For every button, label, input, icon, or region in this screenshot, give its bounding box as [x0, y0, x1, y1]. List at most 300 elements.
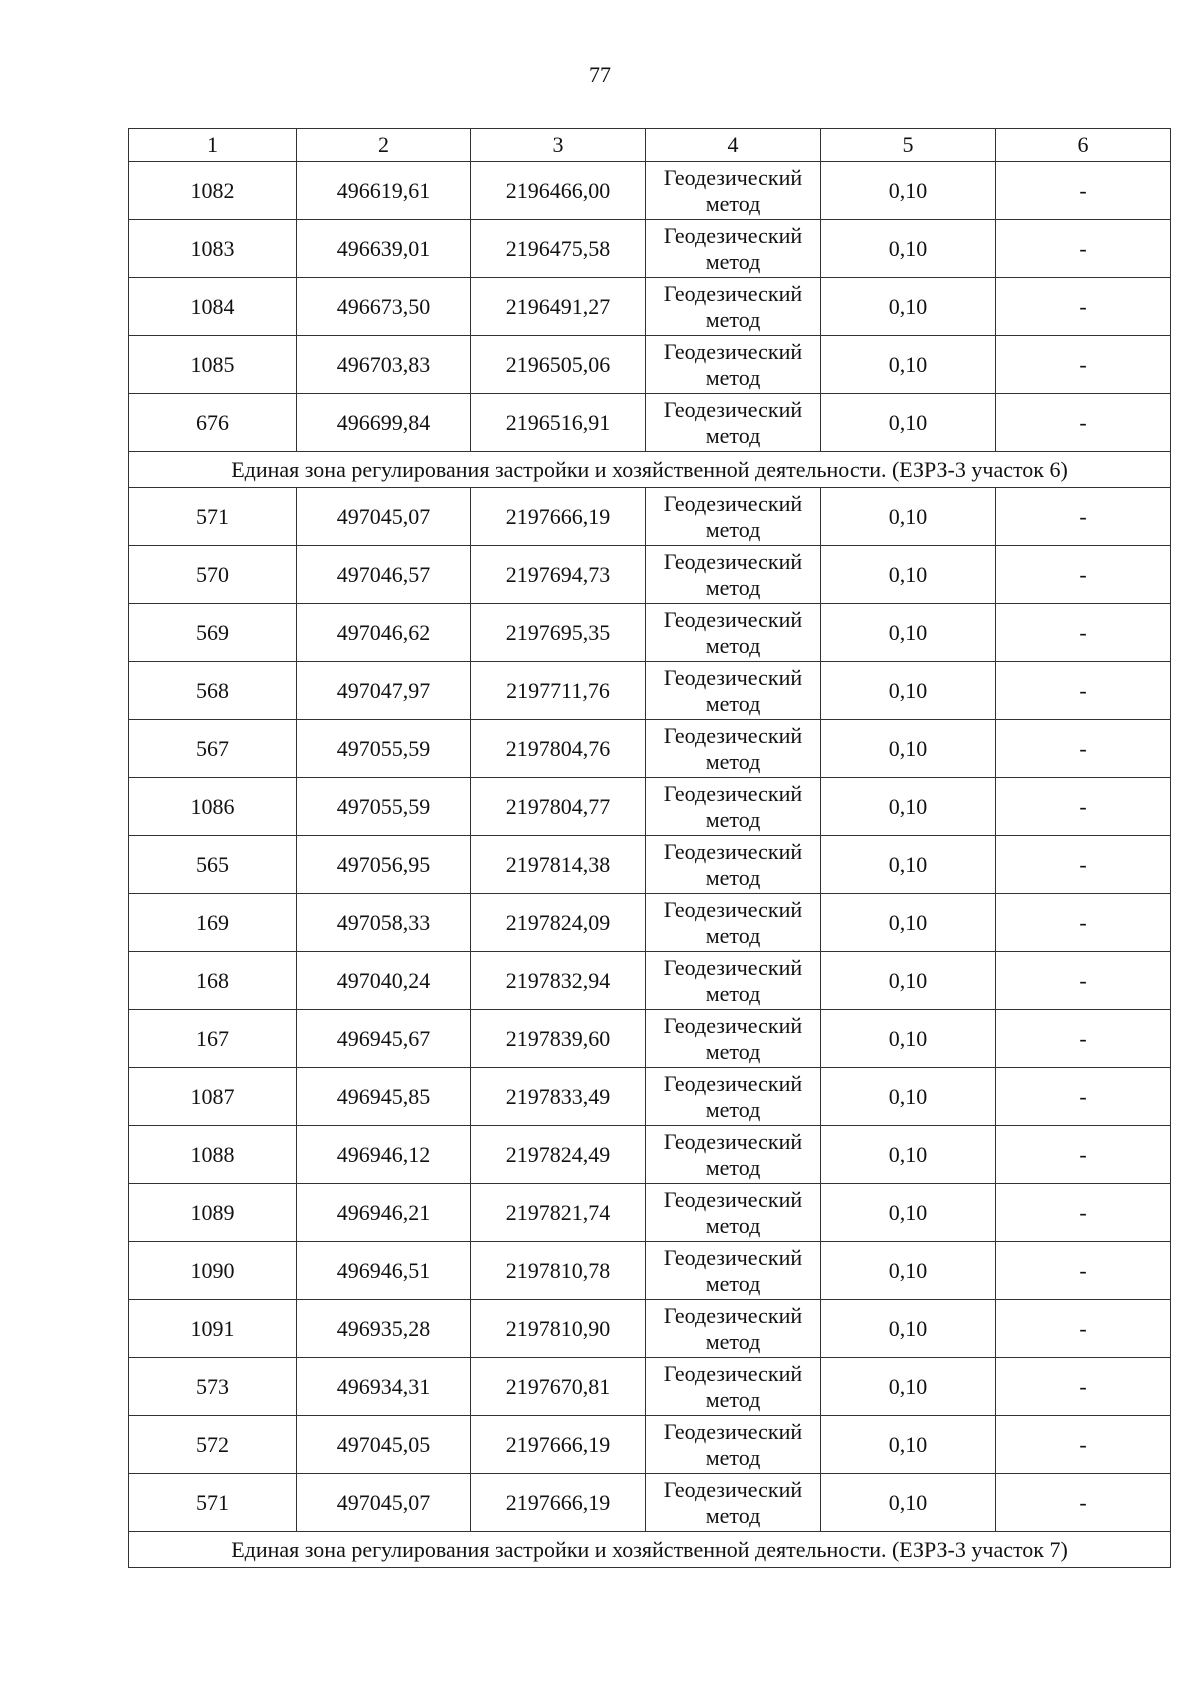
- note-cell: [996, 1416, 1171, 1474]
- point-number-cell-text: 1089: [190, 1199, 235, 1225]
- note-cell-text: -: [1079, 1025, 1087, 1051]
- x-coordinate-cell: [297, 1358, 471, 1416]
- note-cell: [996, 1010, 1171, 1068]
- note-cell-text: -: [1079, 735, 1087, 761]
- accuracy-cell: [821, 336, 996, 394]
- accuracy-cell: [821, 720, 996, 778]
- point-number-cell-text: 568: [196, 677, 229, 703]
- y-coordinate-cell-text: 2197695,35: [505, 619, 611, 645]
- method-cell-text: Геодезический метод: [663, 280, 803, 332]
- point-number-cell-text: 1082: [190, 177, 235, 203]
- accuracy-cell: [821, 546, 996, 604]
- method-cell-text: Геодезический метод: [663, 1418, 803, 1470]
- note-cell: [996, 1184, 1171, 1242]
- point-number-cell-text: 571: [196, 1489, 229, 1515]
- method-cell-text: Геодезический метод: [663, 1012, 803, 1064]
- table-row: [129, 720, 1171, 778]
- method-cell: [646, 1474, 821, 1532]
- note-cell: [996, 604, 1171, 662]
- y-coordinate-cell-text: 2197810,90: [505, 1315, 611, 1341]
- table-row: [129, 336, 1171, 394]
- accuracy-cell: [821, 1300, 996, 1358]
- note-cell: [996, 894, 1171, 952]
- y-coordinate-cell: [471, 1300, 646, 1358]
- x-coordinate-cell-text: 497045,05: [336, 1431, 431, 1457]
- method-cell: [646, 1068, 821, 1126]
- y-coordinate-cell: [471, 1068, 646, 1126]
- accuracy-cell-text: 0,10: [888, 409, 928, 435]
- y-coordinate-cell: [471, 836, 646, 894]
- accuracy-cell: [821, 1184, 996, 1242]
- method-cell: [646, 546, 821, 604]
- y-coordinate-cell: [471, 220, 646, 278]
- accuracy-cell: [821, 894, 996, 952]
- x-coordinate-cell-text: 497046,62: [336, 619, 431, 645]
- y-coordinate-cell-text: 2197804,76: [505, 735, 611, 761]
- y-coordinate-cell-text: 2197804,77: [505, 793, 611, 819]
- header-row: [129, 129, 1171, 162]
- header-cell: 1: [129, 129, 297, 162]
- method-cell-text: Геодезический метод: [663, 780, 803, 832]
- y-coordinate-cell: [471, 488, 646, 546]
- x-coordinate-cell: [297, 1300, 471, 1358]
- y-coordinate-cell: [471, 662, 646, 720]
- header-cell: 3: [471, 129, 646, 162]
- x-coordinate-cell: [297, 778, 471, 836]
- method-cell-text: Геодезический метод: [663, 722, 803, 774]
- method-cell-text: Геодезический метод: [663, 838, 803, 890]
- accuracy-cell: [821, 1126, 996, 1184]
- accuracy-cell: [821, 604, 996, 662]
- accuracy-cell-text: 0,10: [888, 851, 928, 877]
- x-coordinate-cell: [297, 1242, 471, 1300]
- point-number-cell: [129, 1068, 297, 1126]
- accuracy-cell: [821, 662, 996, 720]
- table-row: [129, 1184, 1171, 1242]
- accuracy-cell-text: 0,10: [888, 503, 928, 529]
- y-coordinate-cell: [471, 162, 646, 220]
- method-cell: [646, 778, 821, 836]
- note-cell-text: -: [1079, 293, 1087, 319]
- accuracy-cell-text: 0,10: [888, 1257, 928, 1283]
- note-cell: [996, 220, 1171, 278]
- accuracy-cell: [821, 1358, 996, 1416]
- note-cell: [996, 162, 1171, 220]
- method-cell-text: Геодезический метод: [663, 338, 803, 390]
- point-number-cell: [129, 162, 297, 220]
- point-number-cell-text: 1084: [190, 293, 235, 319]
- note-cell-text: -: [1079, 909, 1087, 935]
- method-cell-text: Геодезический метод: [663, 164, 803, 216]
- note-cell-text: -: [1079, 1489, 1087, 1515]
- x-coordinate-cell: [297, 488, 471, 546]
- table-row: [129, 1358, 1171, 1416]
- x-coordinate-cell-text: 497055,59: [336, 793, 431, 819]
- y-coordinate-cell: [471, 1126, 646, 1184]
- y-coordinate-cell-text: 2197670,81: [505, 1373, 611, 1399]
- y-coordinate-cell: [471, 278, 646, 336]
- method-cell-text: Геодезический метод: [663, 664, 803, 716]
- y-coordinate-cell: [471, 604, 646, 662]
- y-coordinate-cell-text: 2196516,91: [505, 409, 611, 435]
- note-cell-text: -: [1079, 235, 1087, 261]
- x-coordinate-cell-text: 496699,84: [336, 409, 431, 435]
- point-number-cell-text: 572: [196, 1431, 229, 1457]
- method-cell: [646, 488, 821, 546]
- y-coordinate-cell-text: 2197824,09: [505, 909, 611, 935]
- note-cell-text: -: [1079, 1141, 1087, 1167]
- method-cell: [646, 1300, 821, 1358]
- table-row: [129, 1126, 1171, 1184]
- x-coordinate-cell-text: 496946,12: [336, 1141, 431, 1167]
- accuracy-cell-text: 0,10: [888, 735, 928, 761]
- x-coordinate-cell: [297, 162, 471, 220]
- x-coordinate-cell-text: 496945,85: [336, 1083, 431, 1109]
- accuracy-cell: [821, 1474, 996, 1532]
- section-title: Единая зона регулирования застройки и хозяйственной деятельности. (ЕЗРЗ-3 участок 6): [129, 452, 1171, 488]
- page-number: 77: [589, 62, 611, 87]
- header-cell: 5: [821, 129, 996, 162]
- accuracy-cell-text: 0,10: [888, 1315, 928, 1341]
- y-coordinate-cell-text: 2197711,76: [506, 677, 610, 703]
- note-cell: [996, 1242, 1171, 1300]
- point-number-cell: [129, 1300, 297, 1358]
- note-cell: [996, 952, 1171, 1010]
- point-number-cell: [129, 394, 297, 452]
- accuracy-cell: [821, 220, 996, 278]
- y-coordinate-cell-text: 2197666,19: [505, 1431, 611, 1457]
- x-coordinate-cell: [297, 662, 471, 720]
- accuracy-cell: [821, 488, 996, 546]
- accuracy-cell-text: 0,10: [888, 351, 928, 377]
- x-coordinate-cell-text: 496619,61: [336, 177, 431, 203]
- table-row: [129, 220, 1171, 278]
- note-cell: [996, 1358, 1171, 1416]
- point-number-cell-text: 167: [196, 1025, 229, 1051]
- y-coordinate-cell-text: 2197839,60: [505, 1025, 611, 1051]
- note-cell-text: -: [1079, 619, 1087, 645]
- x-coordinate-cell: [297, 336, 471, 394]
- x-coordinate-cell: [297, 278, 471, 336]
- method-cell: [646, 394, 821, 452]
- note-cell-text: -: [1079, 351, 1087, 377]
- accuracy-cell: [821, 1010, 996, 1068]
- note-cell-text: -: [1079, 1315, 1087, 1341]
- y-coordinate-cell: [471, 1474, 646, 1532]
- accuracy-cell-text: 0,10: [888, 967, 928, 993]
- note-cell-text: -: [1079, 1373, 1087, 1399]
- point-number-cell-text: 1086: [190, 793, 235, 819]
- method-cell-text: Геодезический метод: [663, 896, 803, 948]
- table-row: [129, 1416, 1171, 1474]
- method-cell: [646, 1358, 821, 1416]
- x-coordinate-cell-text: 497046,57: [336, 561, 431, 587]
- table-body: [129, 129, 1171, 1568]
- x-coordinate-cell: [297, 1068, 471, 1126]
- accuracy-cell-text: 0,10: [888, 561, 928, 587]
- x-coordinate-cell: [297, 546, 471, 604]
- note-cell: [996, 488, 1171, 546]
- y-coordinate-cell: [471, 1010, 646, 1068]
- point-number-cell: [129, 546, 297, 604]
- y-coordinate-cell: [471, 1242, 646, 1300]
- y-coordinate-cell: [471, 778, 646, 836]
- section-title: Единая зона регулирования застройки и хозяйственной деятельности. (ЕЗРЗ-3 участок 7): [129, 1532, 1171, 1568]
- x-coordinate-cell-text: 496703,83: [336, 351, 431, 377]
- x-coordinate-cell-text: 497045,07: [336, 503, 431, 529]
- table-row: [129, 604, 1171, 662]
- method-cell: [646, 1416, 821, 1474]
- point-number-cell-text: 569: [196, 619, 229, 645]
- x-coordinate-cell-text: 496639,01: [336, 235, 431, 261]
- note-cell-text: -: [1079, 1083, 1087, 1109]
- method-cell-text: Геодезический метод: [663, 548, 803, 600]
- accuracy-cell: [821, 1242, 996, 1300]
- y-coordinate-cell-text: 2197666,19: [505, 503, 611, 529]
- accuracy-cell: [821, 1068, 996, 1126]
- x-coordinate-cell: [297, 836, 471, 894]
- method-cell: [646, 1126, 821, 1184]
- point-number-cell-text: 1085: [190, 351, 235, 377]
- method-cell-text: Геодезический метод: [663, 1476, 803, 1528]
- table-row: [129, 394, 1171, 452]
- table-row: [129, 836, 1171, 894]
- method-cell: [646, 836, 821, 894]
- point-number-cell: [129, 1474, 297, 1532]
- point-number-cell: [129, 488, 297, 546]
- note-cell: [996, 720, 1171, 778]
- y-coordinate-cell: [471, 336, 646, 394]
- note-cell: [996, 778, 1171, 836]
- y-coordinate-cell-text: 2197833,49: [505, 1083, 611, 1109]
- point-number-cell-text: 1091: [190, 1315, 235, 1341]
- method-cell: [646, 1010, 821, 1068]
- point-number-cell-text: 565: [196, 851, 229, 877]
- point-number-cell-text: 1083: [190, 235, 235, 261]
- table-row: [129, 162, 1171, 220]
- point-number-cell: [129, 604, 297, 662]
- accuracy-cell-text: 0,10: [888, 293, 928, 319]
- table-row: [129, 278, 1171, 336]
- point-number-cell-text: 168: [196, 967, 229, 993]
- y-coordinate-cell-text: 2197814,38: [505, 851, 611, 877]
- x-coordinate-cell-text: 496945,67: [336, 1025, 431, 1051]
- method-cell: [646, 604, 821, 662]
- y-coordinate-cell: [471, 546, 646, 604]
- accuracy-cell-text: 0,10: [888, 235, 928, 261]
- x-coordinate-cell-text: 497056,95: [336, 851, 431, 877]
- y-coordinate-cell-text: 2197810,78: [505, 1257, 611, 1283]
- y-coordinate-cell-text: 2197832,94: [505, 967, 611, 993]
- accuracy-cell-text: 0,10: [888, 793, 928, 819]
- note-cell-text: -: [1079, 793, 1087, 819]
- method-cell: [646, 894, 821, 952]
- method-cell: [646, 1184, 821, 1242]
- x-coordinate-cell: [297, 720, 471, 778]
- accuracy-cell-text: 0,10: [888, 619, 928, 645]
- x-coordinate-cell-text: 496673,50: [336, 293, 431, 319]
- point-number-cell: [129, 1242, 297, 1300]
- accuracy-cell-text: 0,10: [888, 177, 928, 203]
- section-header-row: [129, 452, 1171, 488]
- note-cell-text: -: [1079, 1257, 1087, 1283]
- method-cell-text: Геодезический метод: [663, 1186, 803, 1238]
- table-row: [129, 894, 1171, 952]
- note-cell-text: -: [1079, 1199, 1087, 1225]
- y-coordinate-cell-text: 2197666,19: [505, 1489, 611, 1515]
- point-number-cell: [129, 1184, 297, 1242]
- x-coordinate-cell-text: 497058,33: [336, 909, 431, 935]
- note-cell-text: -: [1079, 409, 1087, 435]
- x-coordinate-cell: [297, 394, 471, 452]
- point-number-cell: [129, 220, 297, 278]
- method-cell-text: Геодезический метод: [663, 954, 803, 1006]
- method-cell: [646, 278, 821, 336]
- point-number-cell-text: 169: [196, 909, 229, 935]
- accuracy-cell-text: 0,10: [888, 909, 928, 935]
- x-coordinate-cell-text: 496934,31: [336, 1373, 431, 1399]
- y-coordinate-cell: [471, 894, 646, 952]
- x-coordinate-cell-text: 496946,51: [336, 1257, 431, 1283]
- point-number-cell: [129, 894, 297, 952]
- y-coordinate-cell: [471, 952, 646, 1010]
- x-coordinate-cell: [297, 894, 471, 952]
- note-cell: [996, 394, 1171, 452]
- y-coordinate-cell: [471, 394, 646, 452]
- method-cell: [646, 336, 821, 394]
- point-number-cell-text: 1087: [190, 1083, 235, 1109]
- accuracy-cell: [821, 1416, 996, 1474]
- x-coordinate-cell-text: 496935,28: [336, 1315, 431, 1341]
- note-cell: [996, 662, 1171, 720]
- accuracy-cell: [821, 836, 996, 894]
- point-number-cell: [129, 952, 297, 1010]
- point-number-cell: [129, 662, 297, 720]
- x-coordinate-cell-text: 497045,07: [336, 1489, 431, 1515]
- coordinates-table: [128, 128, 1171, 1568]
- method-cell-text: Геодезический метод: [663, 396, 803, 448]
- x-coordinate-cell: [297, 1416, 471, 1474]
- y-coordinate-cell: [471, 1184, 646, 1242]
- accuracy-cell-text: 0,10: [888, 1431, 928, 1457]
- point-number-cell-text: 1090: [190, 1257, 235, 1283]
- accuracy-cell: [821, 278, 996, 336]
- note-cell-text: -: [1079, 1431, 1087, 1457]
- note-cell: [996, 278, 1171, 336]
- table-row: [129, 662, 1171, 720]
- accuracy-cell-text: 0,10: [888, 1025, 928, 1051]
- x-coordinate-cell: [297, 1126, 471, 1184]
- table-row: [129, 1300, 1171, 1358]
- x-coordinate-cell-text: 497055,59: [336, 735, 431, 761]
- method-cell: [646, 220, 821, 278]
- y-coordinate-cell-text: 2196475,58: [505, 235, 611, 261]
- y-coordinate-cell: [471, 1358, 646, 1416]
- point-number-cell-text: 567: [196, 735, 229, 761]
- point-number-cell-text: 571: [196, 503, 229, 529]
- point-number-cell: [129, 1416, 297, 1474]
- x-coordinate-cell-text: 497040,24: [336, 967, 431, 993]
- point-number-cell: [129, 836, 297, 894]
- method-cell: [646, 952, 821, 1010]
- method-cell: [646, 662, 821, 720]
- point-number-cell-text: 570: [196, 561, 229, 587]
- accuracy-cell-text: 0,10: [888, 677, 928, 703]
- note-cell: [996, 546, 1171, 604]
- table-row: [129, 1010, 1171, 1068]
- note-cell: [996, 336, 1171, 394]
- point-number-cell: [129, 278, 297, 336]
- table-row: [129, 488, 1171, 546]
- accuracy-cell-text: 0,10: [888, 1373, 928, 1399]
- point-number-cell: [129, 1126, 297, 1184]
- point-number-cell: [129, 336, 297, 394]
- point-number-cell-text: 676: [196, 409, 229, 435]
- note-cell: [996, 836, 1171, 894]
- point-number-cell-text: 573: [196, 1373, 229, 1399]
- y-coordinate-cell: [471, 1416, 646, 1474]
- note-cell: [996, 1068, 1171, 1126]
- method-cell-text: Геодезический метод: [663, 1360, 803, 1412]
- accuracy-cell-text: 0,10: [888, 1199, 928, 1225]
- y-coordinate-cell-text: 2196466,00: [505, 177, 611, 203]
- y-coordinate-cell-text: 2197824,49: [505, 1141, 611, 1167]
- accuracy-cell-text: 0,10: [888, 1083, 928, 1109]
- header-cell: 4: [646, 129, 821, 162]
- table-row: [129, 1242, 1171, 1300]
- x-coordinate-cell-text: 496946,21: [336, 1199, 431, 1225]
- point-number-cell: [129, 1010, 297, 1068]
- method-cell-text: Геодезический метод: [663, 606, 803, 658]
- accuracy-cell: [821, 394, 996, 452]
- point-number-cell: [129, 720, 297, 778]
- table-row: [129, 778, 1171, 836]
- x-coordinate-cell: [297, 1010, 471, 1068]
- table-row: [129, 952, 1171, 1010]
- method-cell: [646, 1242, 821, 1300]
- y-coordinate-cell-text: 2196505,06: [505, 351, 611, 377]
- x-coordinate-cell: [297, 604, 471, 662]
- accuracy-cell: [821, 162, 996, 220]
- point-number-cell: [129, 1358, 297, 1416]
- x-coordinate-cell-text: 497047,97: [336, 677, 431, 703]
- header-cell: 6: [996, 129, 1171, 162]
- method-cell-text: Геодезический метод: [663, 222, 803, 274]
- accuracy-cell: [821, 952, 996, 1010]
- note-cell: [996, 1300, 1171, 1358]
- method-cell: [646, 720, 821, 778]
- accuracy-cell-text: 0,10: [888, 1141, 928, 1167]
- section-header-row: [129, 1532, 1171, 1568]
- note-cell: [996, 1474, 1171, 1532]
- note-cell-text: -: [1079, 677, 1087, 703]
- note-cell-text: -: [1079, 503, 1087, 529]
- x-coordinate-cell: [297, 1184, 471, 1242]
- table-row: [129, 1474, 1171, 1532]
- point-number-cell: [129, 778, 297, 836]
- note-cell-text: -: [1079, 561, 1087, 587]
- y-coordinate-cell: [471, 720, 646, 778]
- x-coordinate-cell: [297, 952, 471, 1010]
- accuracy-cell: [821, 778, 996, 836]
- note-cell-text: -: [1079, 851, 1087, 877]
- method-cell-text: Геодезический метод: [663, 1244, 803, 1296]
- y-coordinate-cell-text: 2197821,74: [505, 1199, 611, 1225]
- method-cell-text: Геодезический метод: [663, 1128, 803, 1180]
- note-cell: [996, 1126, 1171, 1184]
- table-row: [129, 1068, 1171, 1126]
- method-cell-text: Геодезический метод: [663, 1302, 803, 1354]
